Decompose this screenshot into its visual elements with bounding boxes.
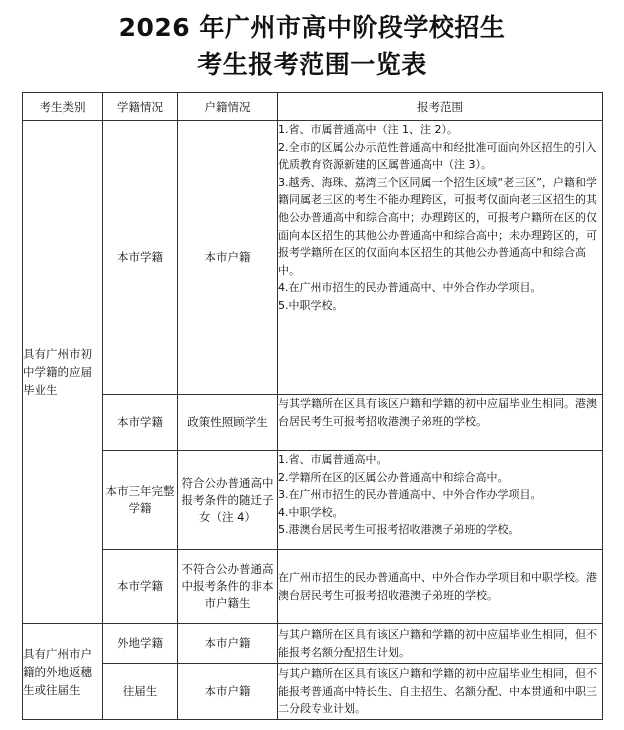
household-cell: 本市户籍 <box>178 624 278 664</box>
scope-cell <box>278 451 603 550</box>
scope-item: 1.省、市属普通高中。 <box>278 453 388 466</box>
student-status-cell: 本市学籍 <box>103 550 178 624</box>
scope-item: 在广州市招生的民办普通高中、中外合作办学项目和中职学校。港澳台居民考生可报考招收港澳子弟班的学校。 <box>278 570 597 602</box>
enrollment-scope-table <box>22 92 603 720</box>
student-status-cell: 本市学籍 <box>103 121 178 395</box>
header-household: 户籍情况 <box>178 93 278 121</box>
table-row <box>23 121 603 395</box>
scope-item: 2.全市的区属公办示范性普通高中和经批准可面向外区招生的引入优质教育资源新建的区属普通高中（注 3）。 <box>278 140 597 172</box>
scope-item: 5.中职学校。 <box>278 298 344 312</box>
scope-item: 3.在广州市招生的民办普通高中、中外合作办学项目。 <box>278 488 542 502</box>
category-cell: 具有广州市户籍的外地返穗生或往届生 <box>23 624 103 720</box>
household-cell: 符合公办普通高中报考条件的随迁子女（注 4） <box>178 451 278 550</box>
scope-item: 3.越秀、海珠、荔湾三个区同属一个招生区域“老三区”，户籍和学籍同属老三区的考生不能办理跨区，可报考仅面向老三区招生的其他公办普通高中和综合高中；办理跨区的，可报考户籍所在区的仅面向本区招生的其他公办普通高中和综合高中；未办理跨区的，可报考学籍所在区的仅面向本区招生的其他公办普通高中和综合高中。 <box>278 175 597 277</box>
household-cell: 本市户籍 <box>178 664 278 720</box>
header-category: 考生类别 <box>23 93 103 121</box>
scope-cell <box>278 550 603 624</box>
scope-item: 与其户籍所在区具有该区户籍和学籍的初中应届毕业生相同，但不能报考普通高中特长生、自主招生、名额分配、中本贯通和中职三二分段专业计划。 <box>278 667 597 716</box>
scope-item: 1.省、市属普通高中（注 1、注 2）。 <box>278 123 458 136</box>
table-row <box>23 550 603 624</box>
student-status-cell: 本市学籍 <box>103 395 178 451</box>
scope-item: 与其户籍所在区具有该区户籍和学籍的初中应届毕业生相同，但不能报考名额分配招生计划。 <box>278 627 597 659</box>
scope-cell <box>278 624 603 664</box>
student-status-cell: 外地学籍 <box>103 624 178 664</box>
scope-item: 4.在广州市招生的民办普通高中、中外合作办学项目。 <box>278 281 542 295</box>
header-scope: 报考范围 <box>278 93 603 121</box>
header-student-status: 学籍情况 <box>103 93 178 121</box>
table-row <box>23 395 603 451</box>
scope-cell <box>278 664 603 720</box>
scope-item: 5.港澳台居民考生可报考招收港澳子弟班的学校。 <box>278 523 520 537</box>
household-cell: 不符合公办普通高中报考条件的非本市户籍生 <box>178 550 278 624</box>
header-row <box>23 93 603 121</box>
scope-item: 与其学籍所在区具有该区户籍和学籍的初中应届毕业生相同。港澳台居民考生可报考招收港澳子弟班的学校。 <box>278 397 597 428</box>
category-cell: 具有广州市初中学籍的应届毕业生 <box>23 121 103 624</box>
scope-item: 4.中职学校。 <box>278 505 344 519</box>
student-status-cell: 本市三年完整学籍 <box>103 451 178 550</box>
table-row <box>23 664 603 720</box>
student-status-cell: 往届生 <box>103 664 178 720</box>
scope-cell <box>278 395 603 451</box>
household-cell: 政策性照顾学生 <box>178 395 278 451</box>
household-cell: 本市户籍 <box>178 121 278 395</box>
scope-cell <box>278 121 603 395</box>
scope-item: 2.学籍所在区的区属公办普通高中和综合高中。 <box>278 470 509 484</box>
table-row <box>23 624 603 664</box>
page-title-line1: 2026 年广州市高中阶段学校招生 <box>118 13 506 42</box>
table-row <box>23 451 603 550</box>
page-title-line2: 考生报考范围一览表 <box>197 50 427 79</box>
